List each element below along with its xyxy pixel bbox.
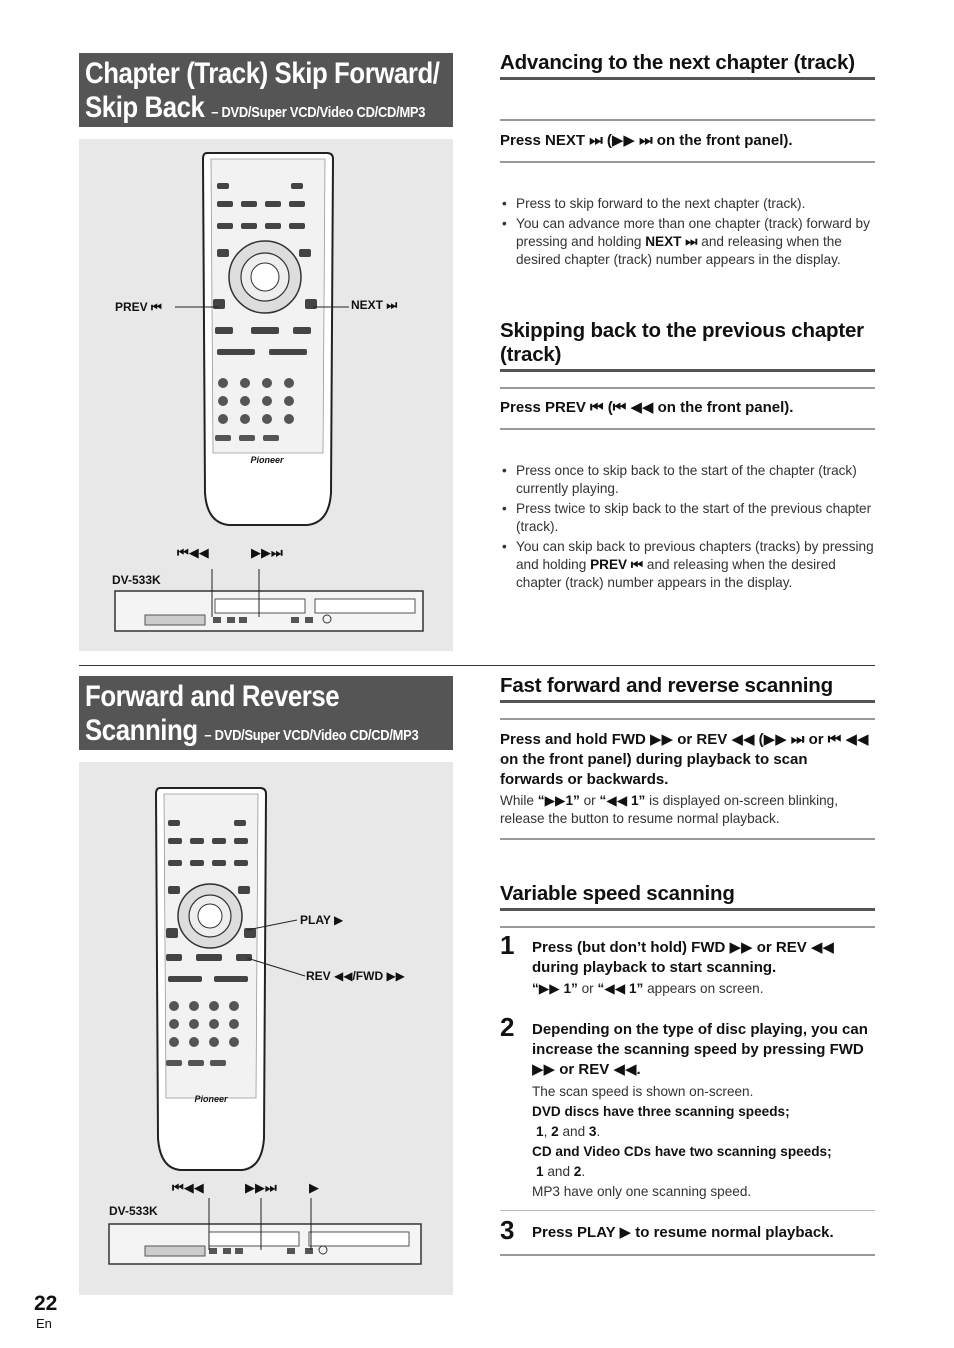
rule xyxy=(500,119,875,121)
callout-prev: PREV ⏮ xyxy=(115,300,162,314)
advancing-bullets xyxy=(500,195,875,271)
heading-advancing: Advancing to the next chapter (track) xyxy=(500,51,875,80)
heading-skipping: Skipping back to the previous chapter (track) xyxy=(500,319,875,372)
remote-brand-logo: Pioneer xyxy=(250,455,284,465)
figure-skip xyxy=(79,139,453,651)
callout-rev-fwd: REV ◀◀/FWD ▶▶ xyxy=(306,969,405,983)
section2-title-line2: Scanning xyxy=(85,714,198,747)
fastforward-note: While “▶▶1” or “◀◀ 1” is displayed on-screen blinking, release the button to resume normal playback. xyxy=(500,793,839,826)
list-item: • Press to skip forward to the next chapter (track). xyxy=(500,195,875,213)
step1-number: 1 xyxy=(500,930,515,960)
section2-title xyxy=(79,676,453,750)
step3-number: 3 xyxy=(500,1215,515,1245)
instruction-scan: Press and hold FWD ▶▶ or REV ◀◀ (▶▶ ⏭ or ⏮ ◀◀ on the front panel) during playback to scan forwards or backwards. xyxy=(500,731,869,788)
page-language: En xyxy=(36,1316,52,1331)
step3-text: Press PLAY ▶ to resume normal playback. xyxy=(532,1224,834,1241)
heading-fastforward: Fast forward and reverse scanning xyxy=(500,674,875,703)
section1-title xyxy=(79,53,453,127)
callout-front-prev: ⏮◀◀ xyxy=(172,1180,204,1195)
section1-title-suffix: – DVD/Super VCD/Video CD/CD/MP3 xyxy=(211,104,426,121)
section2-title-line1: Forward and Reverse xyxy=(85,680,340,713)
rule xyxy=(500,1254,875,1256)
callout-next: NEXT ⏭ xyxy=(351,298,398,312)
list-item: • Press twice to skip back to the start of the previous chapter (track). xyxy=(500,500,875,536)
remote-brand-logo: Pioneer xyxy=(194,1094,228,1104)
section2-title-suffix: – DVD/Super VCD/Video CD/CD/MP3 xyxy=(204,727,419,744)
model-label-2: DV-533K xyxy=(109,1204,158,1218)
section1-title-line1: Chapter (Track) Skip Forward/ xyxy=(85,57,440,90)
callout-play: PLAY ▶ xyxy=(300,913,344,927)
step2-text: Depending on the type of disc playing, you can increase the scanning speed by pressing FWD ▶▶ or REV ◀◀. xyxy=(532,1021,868,1078)
figure-scan xyxy=(79,762,453,1295)
section1-title-line2: Skip Back xyxy=(85,91,205,124)
instruction-prev: Press PREV ⏮ (⏮ ◀◀ on the front panel). xyxy=(500,399,794,416)
step2-number: 2 xyxy=(500,1012,515,1042)
list-item: • Press once to skip back to the start of the chapter (track) currently playing. xyxy=(500,462,875,498)
callout-front-next: ▶▶⏭ xyxy=(251,545,283,560)
skipping-bullets xyxy=(500,462,875,594)
step2-details: The scan speed is shown on-screen. DVD discs have three scanning speeds; 1, 2 and 3. CD and Video CDs have two scanning speeds; 1 and 2. MP3 have only one scanning speed. xyxy=(532,1084,832,1199)
rule xyxy=(500,387,875,389)
rule xyxy=(500,926,875,928)
rule xyxy=(500,838,875,840)
callout-front-play: ▶ xyxy=(309,1180,319,1195)
page-number: 22 xyxy=(34,1292,58,1315)
rule xyxy=(500,428,875,430)
rule xyxy=(500,161,875,163)
step1-sub: “▶▶ 1” or “◀◀ 1” appears on screen. xyxy=(532,981,764,996)
section-divider xyxy=(79,665,875,666)
rule xyxy=(500,718,875,720)
model-label-1: DV-533K xyxy=(112,573,161,587)
step1-text: Press (but don’t hold) FWD ▶▶ or REV ◀◀ during playback to start scanning. xyxy=(532,939,834,976)
callout-front-next: ▶▶⏭ xyxy=(245,1180,277,1195)
callout-front-prev: ⏮◀◀ xyxy=(177,545,209,560)
heading-variable: Variable speed scanning xyxy=(500,882,875,911)
instruction-next: Press NEXT ⏭ (▶▶ ⏭ on the front panel). xyxy=(500,132,793,149)
list-item: • You can skip back to previous chapters (tracks) by pressing and holding PREV ⏮ and releasing when the desired chapter (track) number appears in the display. xyxy=(500,538,875,592)
rule xyxy=(500,1210,875,1211)
list-item: • You can advance more than one chapter (track) forward by pressing and holding NEXT ⏭ and releasing when the desired chapter (track) number appears in the display. xyxy=(500,215,875,269)
